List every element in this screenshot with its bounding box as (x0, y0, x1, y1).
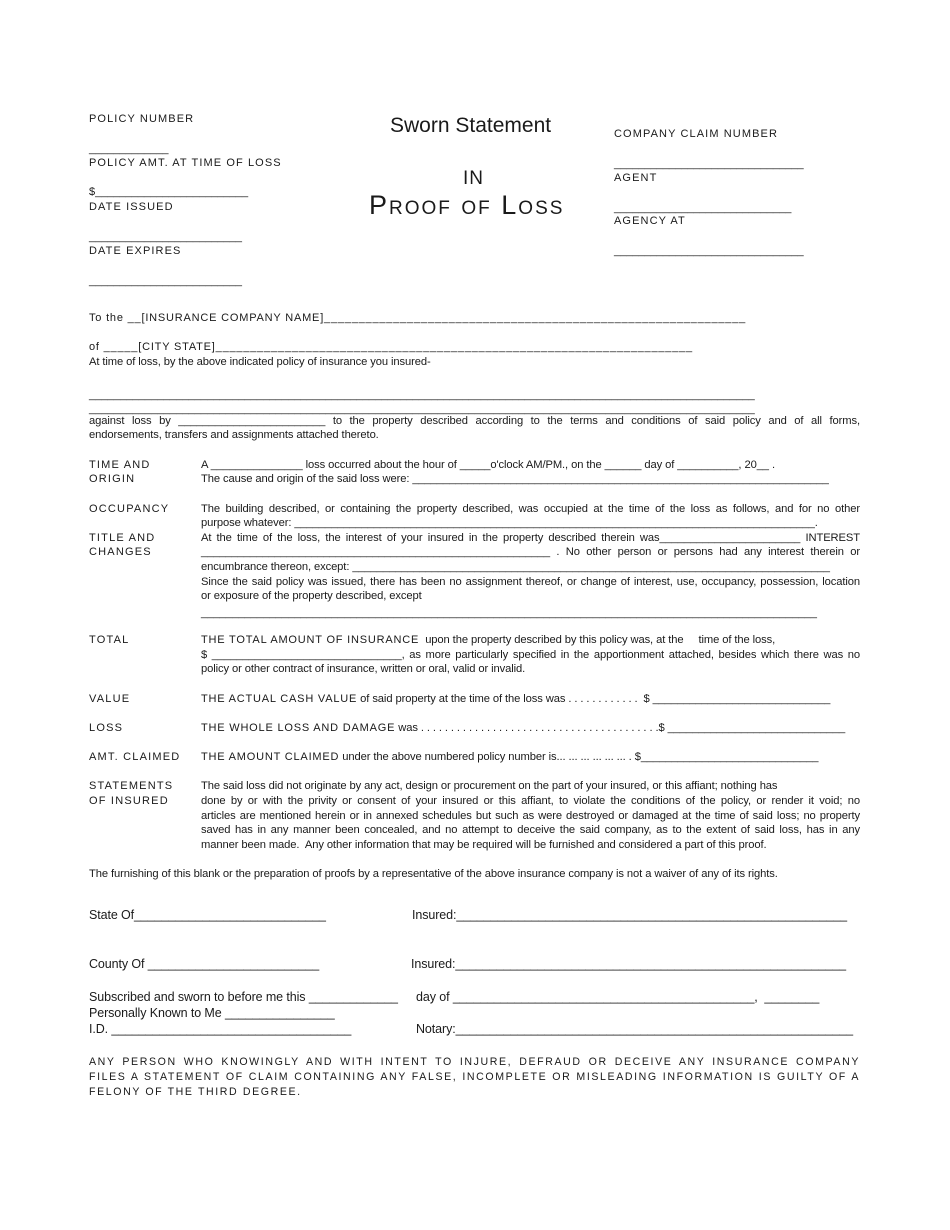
policy-number-label: POLICY NUMBER (89, 113, 195, 125)
insured-blank-line-2[interactable]: ___________________________________________________________________________________________________________ (89, 403, 755, 415)
value-rest: of said property at the time of the loss was . . . . . . . . . . . . $ _____________________________ (357, 693, 831, 705)
policy-number-field[interactable]: _____________ (89, 143, 169, 155)
waiver-notice: The furnishing of this blank or the preparation of proofs by a representative of the above insurance company is not a waiver of any of its rights. (89, 868, 778, 880)
id-field[interactable]: I.D. ___________________________________ (89, 1022, 352, 1036)
total-line-1 (201, 634, 775, 646)
statements-line-2: done by or with the privity or consent of your insured or this affiant, to violate the conditions of the policy, or render it void; no (201, 795, 860, 807)
time-origin-label-2: ORIGIN (89, 473, 136, 485)
agency-at-field[interactable]: _______________________________ (614, 245, 804, 257)
personally-known-field[interactable]: Personally Known to Me ________________ (89, 1006, 335, 1020)
county-of-field[interactable]: County Of _________________________ (89, 957, 320, 971)
against-loss-line-1: against loss by ________________________ to the property described according to the terms and conditions of said policy and of all forms, (89, 415, 860, 427)
date-expires-label: DATE EXPIRES (89, 245, 182, 257)
agent-field[interactable]: _____________________________ (614, 202, 792, 214)
value-label: VALUE (89, 693, 131, 705)
time-origin-line-2: The cause and origin of the said loss were: ____________________________________________________________________ (201, 473, 829, 485)
date-issued-field[interactable]: _________________________ (89, 231, 242, 243)
date-expires-field[interactable]: _________________________ (89, 275, 242, 287)
claimed-caps: THE AMOUNT CLAIMED (201, 751, 340, 763)
amount-claimed-line (201, 751, 818, 763)
total-line-3: policy or other contract of insurance, written or oral, valid or invalid. (201, 663, 526, 675)
loss-line (201, 722, 845, 734)
subscribed-field[interactable]: Subscribed and sworn to before me this _____________ (89, 990, 398, 1004)
title-sworn-statement: Sworn Statement (390, 114, 552, 137)
total-caps: THE TOTAL AMOUNT OF INSURANCE (201, 634, 420, 646)
occupancy-label: OCCUPANCY (89, 503, 170, 515)
policy-amount-label: POLICY AMT. AT TIME OF LOSS (89, 157, 282, 169)
title-changes-label-2: CHANGES (89, 546, 152, 558)
loss-label: LOSS (89, 722, 124, 734)
company-claim-field[interactable]: _______________________________ (614, 158, 804, 170)
value-line (201, 693, 830, 705)
insured-signature-2[interactable]: Insured:_________________________________________________________ (411, 957, 846, 971)
time-origin-line-1: A _______________ loss occurred about the hour of _____o'clock AM/PM., on the ______ day of __________, 20__ . (201, 459, 775, 471)
title-changes-line-3: encumbrance thereon, except: ______________________________________________________________________________ (201, 561, 830, 573)
statements-label-2: OF INSURED (89, 795, 169, 807)
state-of-field[interactable]: State Of____________________________ (89, 908, 326, 922)
loss-caps: THE WHOLE LOSS AND DAMAGE (201, 722, 396, 734)
city-state-line[interactable]: of _____[CITY STATE]_____________________________________________________________________ (89, 341, 693, 353)
insured-blank-line-1[interactable]: ___________________________________________________________________________________________________________ (89, 389, 755, 401)
title-changes-line-4: Since the said policy was issued, there has been no assignment thereof, or change of interest, use, occupancy, possession, location (201, 576, 860, 588)
agent-label: AGENT (614, 172, 658, 184)
title-changes-line-2: _________________________________________________________ . No other person or persons had any interest therein or (201, 546, 860, 558)
insurance-company-line[interactable]: To the __[INSURANCE COMPANY NAME]_____________________________________________________________ (89, 312, 747, 324)
total-label: TOTAL (89, 634, 130, 646)
against-loss-line-2: endorsements, transfers and assignments attached thereto. (89, 429, 379, 441)
amount-claimed-label: AMT. CLAIMED (89, 751, 181, 763)
insured-signature-1[interactable]: Insured:_________________________________________________________ (412, 908, 847, 922)
company-claim-label: COMPANY CLAIM NUMBER (614, 128, 779, 140)
policy-amount-field[interactable]: $_________________________ (89, 186, 249, 198)
title-proof-of-loss: Proof of Loss (369, 190, 565, 220)
total-line-2: $ _______________________________, as more particularly specified in the apportionment attached, besides which there was no (201, 649, 860, 661)
statements-line-5: manner been made. Any other information that may be required will be furnished and considered a part of this proof. (201, 839, 767, 851)
total-rest: upon the property described by this policy was, at the time of the loss, (419, 634, 776, 646)
date-issued-label: DATE ISSUED (89, 201, 174, 213)
time-origin-label-1: TIME AND (89, 459, 151, 471)
statements-line-1: The said loss did not originate by any act, design or procurement on the part of your insured, or this affiant; nothing has (201, 780, 778, 792)
occupancy-line-1: The building described, or containing the property described, was occupied at the time of the loss as follows, and for no other (201, 503, 860, 515)
title-in: IN (463, 168, 484, 189)
statements-line-3: articles are mentioned herein or in annexed schedules but such as were destroyed or damaged at the time of said loss; no property (201, 810, 860, 822)
fraud-warning: ANY PERSON WHO KNOWINGLY AND WITH INTENT TO INJURE, DEFRAUD OR DECEIVE ANY INSURANCE COMPANY FILES A STATEMENT OF CLAIM CONTAINING ANY FALSE, INCOMPLETE OR MISLEADING INFORMATION IS GUILTY OF A FELONY OF THE THIRD DEGREE. (89, 1056, 860, 1098)
value-caps: THE ACTUAL CASH VALUE (201, 693, 358, 705)
statements-label-1: STATEMENTS (89, 780, 174, 792)
day-of-field[interactable]: day of ____________________________________________, ________ (416, 990, 820, 1004)
occupancy-line-2: purpose whatever: _____________________________________________________________________________________. (201, 517, 818, 529)
title-changes-line-5: or exposure of the property described, except (201, 590, 422, 602)
claimed-rest: under the above numbered policy number is... ... ... ... ... ... . $_____________________________ (339, 751, 819, 763)
statements-line-4: saved has in any manner been concealed, and no attempt to deceive the said company, as to the extent of said loss, has in any (201, 824, 860, 836)
notary-field[interactable]: Notary:__________________________________________________________ (416, 1022, 854, 1036)
loss-rest: was . . . . . . . . . . . . . . . . . . . . . . . . . . . . . . . . . . . . . . . .$ _____________________________ (395, 722, 846, 734)
time-of-loss-text: At time of loss, by the above indicated policy of insurance you insured- (89, 356, 431, 368)
agency-at-label: AGENCY AT (614, 215, 686, 227)
title-changes-line-1: At the time of the loss, the interest of your insured in the property described therein was_______________________ INTEREST (201, 532, 860, 544)
title-changes-line-6[interactable]: ___________________________________________________________________________________________________ (201, 607, 817, 619)
title-changes-label-1: TITLE AND (89, 532, 156, 544)
